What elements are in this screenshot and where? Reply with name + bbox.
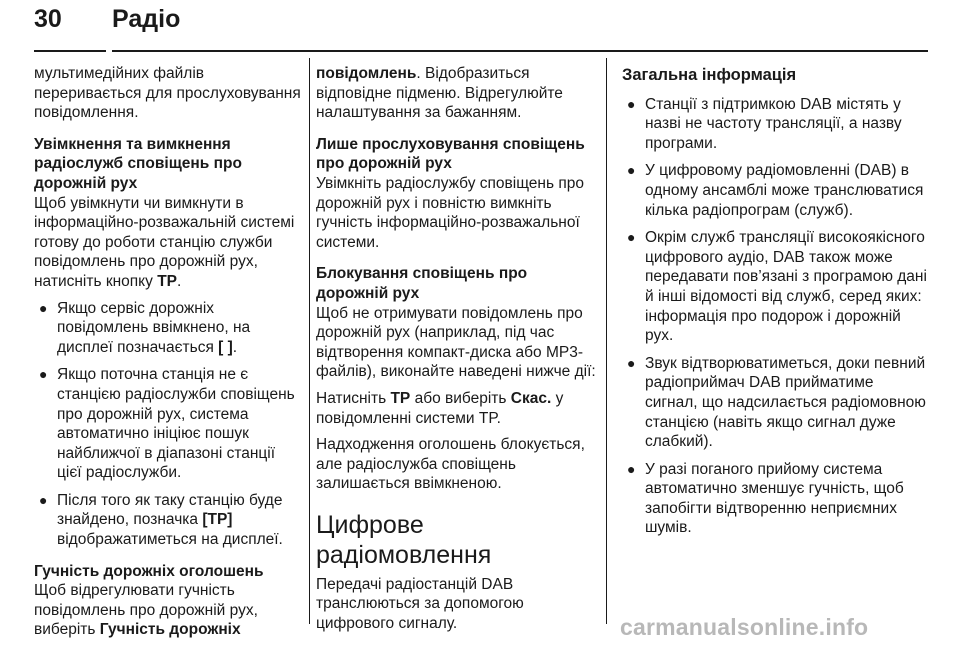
bullet-icon: ● [627,95,636,112]
page-header [0,0,960,52]
list-item: ● Якщо сервіс дорожніх повідомлень ввімкнено, на дисплеї позначається [ ]. [39,299,251,356]
header-rule-right [112,50,928,52]
section-heading: Увімкнення та вимкнення радіослужб сповіщень про дорожній рух [34,135,242,192]
paragraph: повідомлень. Відобразиться відповідне підменю. Відрегулюйте налаштування за бажанням. [316,65,563,122]
watermark-text: carmanualsonline.info [620,614,869,640]
list-item: ● У цифровому радіомовленні (DAB) в одному ансамблі може транслюватися кілька радіопрограм (служб). [627,162,924,219]
paragraph: мультимедійних файлів переривається для прослуховування повідомлення. [34,65,301,122]
section-heading: Загальна інформація [622,66,797,84]
column-3 [622,64,928,546]
section-heading: Лише прослуховування сповіщень про дорожній рух [316,135,585,173]
list-item: ● Окрім служб трансляції високоякісного цифрового аудіо, DAB також може передавати пов’язані з програмою дані й інші відомості від служб, серед яких: інформація про подорож і дорожній рух. [627,229,927,345]
section-heading: Гучність дорожніх оголошень [34,562,264,580]
paragraph: Надходження оголошень блокується, але радіослужба сповіщень залишається ввімкненою. [316,436,585,493]
bullet-icon: ● [627,460,636,477]
paragraph: Щоб не отримувати повідомлень про дорожній рух (наприклад, під час відтворення компакт-диска або MP3-файлів), виконайте наведені нижче дії: [316,304,596,381]
column-2 [316,64,600,641]
column-divider-1 [309,58,310,624]
bullet-icon: ● [39,491,48,508]
page-number: 30 [34,5,62,33]
bullet-icon: ● [39,366,48,383]
list-item: ● У разі поганого прийому система автоматично зменшує гучність, щоб запобігти відтворенню неприємних шумів. [627,460,904,537]
column-divider-2 [606,58,607,624]
bullet-icon: ● [627,162,636,179]
paragraph: Натисніть TP або виберіть Скас. у повідомленні системи TP. [316,389,564,427]
header-rule-left [34,50,106,52]
bullet-icon: ● [627,354,636,371]
bullet-list [622,95,928,538]
list-item: ● Після того як таку станцію буде знайдено, позначка [TP] відображатиметься на дисплеї. [39,491,283,549]
section-heading: Блокування сповіщень про дорожній рух [316,265,528,302]
list-item: ● Станції з підтримкою DAB містять у назві не частоту трансляції, а назву програми. [627,95,902,152]
list-item: ● Якщо поточна станція не є станцією радіослужби сповіщень про дорожній рух, система автоматично ініціює пошук найближчої в діапазоні станції цієї радіослужби. [39,366,295,482]
paragraph: Щоб відрегулювати гучність повідомлень про дорожній рух, виберіть Гучність дорожніх [34,582,258,639]
paragraph: Передачі радіостанцій DAB транслюються за допомогою цифрового сигналу. [316,575,524,633]
paragraph: Щоб увімкнути чи вимкнути в інформаційно-розважальній системі готову до роботи станцію служби повідомлень про дорожній рух, натисніть кнопку TP. [34,194,295,290]
column-1 [34,64,302,647]
bullet-icon: ● [39,299,48,316]
paragraph: Увімкніть радіослужбу сповіщень про дорожній рух і повністю вимкніть гучність інформаційно-розважальної системи. [316,174,584,251]
bullet-icon: ● [627,229,636,246]
chapter-heading: Цифрове радіомовлення [316,510,492,569]
button-name: TP [157,272,178,290]
bullet-list [34,299,302,550]
page-title: Радіо [112,5,181,33]
list-item: ● Звук відтворюватиметься, доки певний радіоприймач DAB прийматиме сигнал, що надсилається радіомовною станцією (навіть якщо сигнал дуже слабкий). [627,354,926,451]
